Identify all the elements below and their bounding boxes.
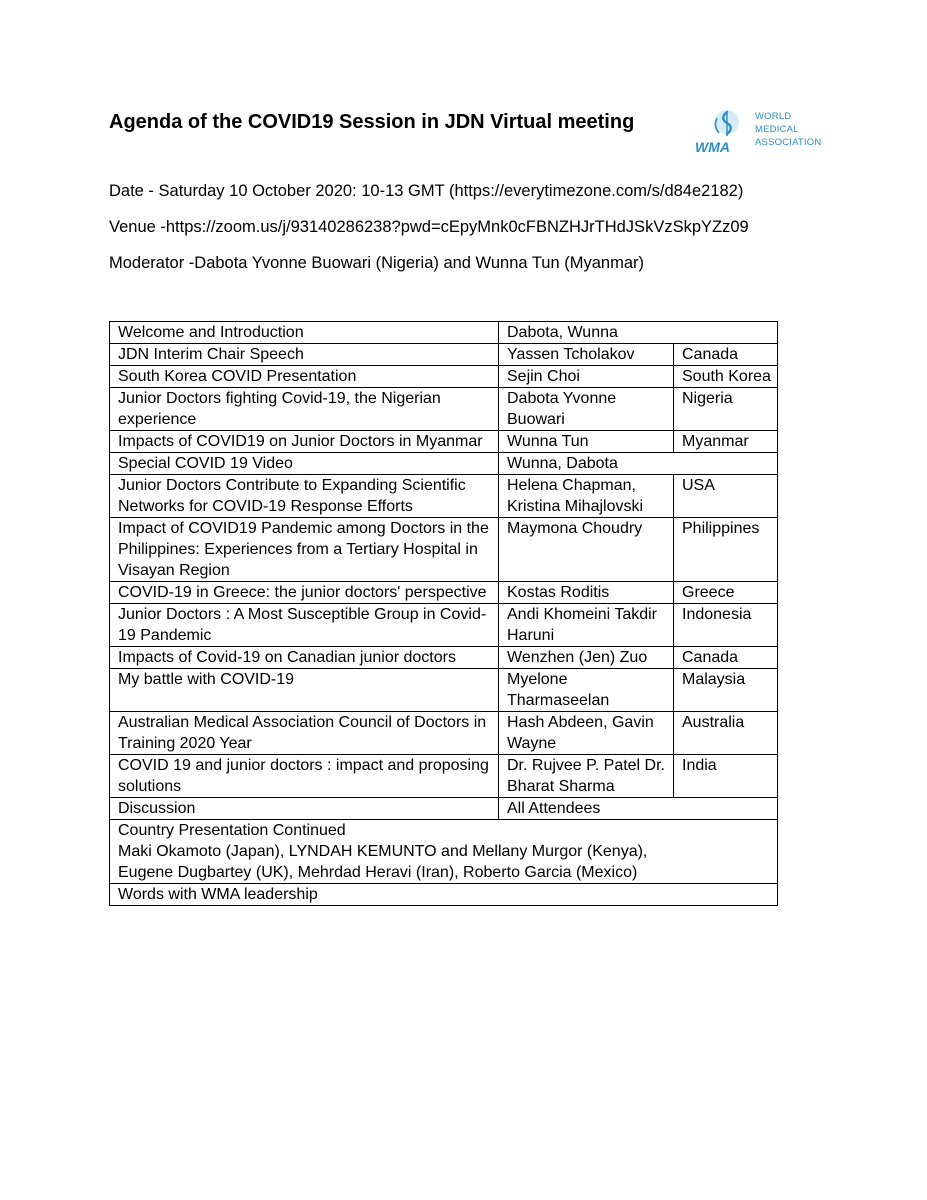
table-row xyxy=(110,712,778,755)
wma-logo-icon xyxy=(695,108,743,156)
table-row xyxy=(110,669,778,712)
session-country: Canada xyxy=(674,344,778,366)
session-country: India xyxy=(674,755,778,798)
table-row xyxy=(110,475,778,518)
session-speaker: Dabota Yvonne Buowari xyxy=(499,388,674,431)
session-title: JDN Interim Chair Speech xyxy=(110,344,499,366)
session-title: Impacts of Covid-19 on Canadian junior doctors xyxy=(110,647,499,669)
session-speaker: Yassen Tcholakov xyxy=(499,344,674,366)
session-country: Greece xyxy=(674,582,778,604)
session-speaker: Dabota, Wunna xyxy=(499,322,778,344)
session-title: Special COVID 19 Video xyxy=(110,453,499,475)
session-title: COVID-19 in Greece: the junior doctors' perspective xyxy=(110,582,499,604)
session-title: Junior Doctors fighting Covid-19, the Nigerian experience xyxy=(110,388,499,431)
closing-session: Words with WMA leadership xyxy=(110,884,778,906)
table-row xyxy=(110,582,778,604)
session-speaker: Myelone Tharmaseelan xyxy=(499,669,674,712)
table-row xyxy=(110,453,778,475)
session-speaker: Wenzhen (Jen) Zuo xyxy=(499,647,674,669)
table-row xyxy=(110,884,778,906)
session-title: Welcome and Introduction xyxy=(110,322,499,344)
country-presentation-line: Eugene Dugbartey (UK), Mehrdad Heravi (Iran), Roberto Garcia (Mexico) xyxy=(118,864,638,881)
table-row xyxy=(110,755,778,798)
table-row xyxy=(110,647,778,669)
country-presentation-heading: Country Presentation Continued xyxy=(118,822,346,839)
table-row xyxy=(110,604,778,647)
meeting-venue: Venue -https://zoom.us/j/93140286238?pwd=cEpyMnk0cFBNZHJrTHdJSkVzSkpYZz09 xyxy=(109,218,749,236)
session-speaker: Kostas Roditis xyxy=(499,582,674,604)
table-row xyxy=(110,388,778,431)
session-country: Canada xyxy=(674,647,778,669)
logo-mark-text: WMA xyxy=(695,139,730,155)
session-speaker: Maymona Choudry xyxy=(499,518,674,582)
session-title: Impacts of COVID19 on Junior Doctors in Myanmar xyxy=(110,431,499,453)
table-row xyxy=(110,344,778,366)
session-title: Impact of COVID19 Pandemic among Doctors in the Philippines: Experiences from a Tertiary Hospital in Visayan Region xyxy=(110,518,499,582)
country-presentation-cell xyxy=(110,820,778,884)
session-speaker: Wunna, Dabota xyxy=(499,453,778,475)
logo-name-line: ASSOCIATION xyxy=(755,137,822,148)
session-country: Malaysia xyxy=(674,669,778,712)
agenda-table xyxy=(109,321,778,906)
session-title: Australian Medical Association Council of Doctors in Training 2020 Year xyxy=(110,712,499,755)
session-country: Australia xyxy=(674,712,778,755)
session-speaker: All Attendees xyxy=(499,798,778,820)
session-country: Philippines xyxy=(674,518,778,582)
session-country: Indonesia xyxy=(674,604,778,647)
session-country: USA xyxy=(674,475,778,518)
session-speaker: Wunna Tun xyxy=(499,431,674,453)
session-country: Myanmar xyxy=(674,431,778,453)
session-country: South Korea xyxy=(674,366,778,388)
country-presentation-line: Maki Okamoto (Japan), LYNDAH KEMUNTO and Mellany Murgor (Kenya), xyxy=(118,843,648,860)
session-title: Junior Doctors : A Most Susceptible Group in Covid-19 Pandemic xyxy=(110,604,499,647)
table-row xyxy=(110,798,778,820)
session-title: My battle with COVID-19 xyxy=(110,669,499,712)
session-speaker: Sejin Choi xyxy=(499,366,674,388)
meeting-moderator: Moderator -Dabota Yvonne Buowari (Nigeria) and Wunna Tun (Myanmar) xyxy=(109,254,644,272)
table-row xyxy=(110,431,778,453)
session-title: Junior Doctors Contribute to Expanding Scientific Networks for COVID-19 Response Efforts xyxy=(110,475,499,518)
wma-logo xyxy=(695,108,835,156)
table-row xyxy=(110,820,778,884)
table-row xyxy=(110,366,778,388)
session-title: COVID 19 and junior doctors : impact and proposing solutions xyxy=(110,755,499,798)
session-speaker: Dr. Rujvee P. Patel Dr. Bharat Sharma xyxy=(499,755,674,798)
session-title: South Korea COVID Presentation xyxy=(110,366,499,388)
table-row xyxy=(110,322,778,344)
logo-name xyxy=(755,110,821,149)
session-speaker: Helena Chapman, Kristina Mihajlovski xyxy=(499,475,674,518)
logo-name-line: WORLD xyxy=(755,111,792,122)
session-title: Discussion xyxy=(110,798,499,820)
session-country: Nigeria xyxy=(674,388,778,431)
page-title: Agenda of the COVID19 Session in JDN Virtual meeting xyxy=(109,111,635,133)
meeting-date: Date - Saturday 10 October 2020: 10-13 GMT (https://everytimezone.com/s/d84e2182) xyxy=(109,182,744,200)
session-speaker: Andi Khomeini Takdir Haruni xyxy=(499,604,674,647)
table-row xyxy=(110,518,778,582)
session-speaker: Hash Abdeen, Gavin Wayne xyxy=(499,712,674,755)
logo-name-line: MEDICAL xyxy=(755,124,799,135)
